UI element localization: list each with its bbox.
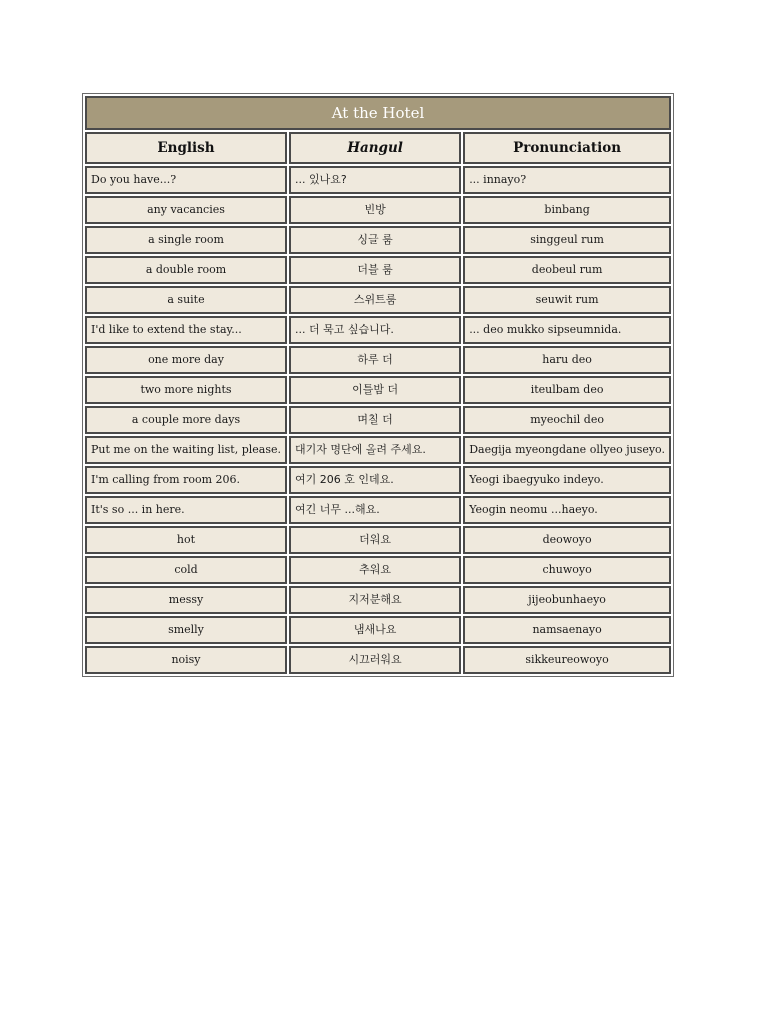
table-row <box>85 166 671 194</box>
table-row <box>85 406 671 434</box>
header-english: English <box>85 132 287 164</box>
hangul-cell: 며칠 더 <box>289 406 461 434</box>
pronunciation-cell: deowoyo <box>463 526 671 554</box>
english-cell: any vacancies <box>85 196 287 224</box>
hangul-cell: 추워요 <box>289 556 461 584</box>
table-row <box>85 436 671 464</box>
header-row <box>85 132 671 164</box>
pronunciation-cell: binbang <box>463 196 671 224</box>
english-cell: cold <box>85 556 287 584</box>
table-row <box>85 196 671 224</box>
hangul-cell: 싱글 룸 <box>289 226 461 254</box>
hangul-cell: ... 더 묵고 싶습니다. <box>289 316 461 344</box>
english-cell: a double room <box>85 256 287 284</box>
hangul-cell: 빈방 <box>289 196 461 224</box>
table-row <box>85 556 671 584</box>
pronunciation-cell: myeochil deo <box>463 406 671 434</box>
hangul-cell: 시끄러워요 <box>289 646 461 674</box>
hangul-cell: 스위트룸 <box>289 286 461 314</box>
pronunciation-cell: namsaenayo <box>463 616 671 644</box>
header-hangul: Hangul <box>289 132 461 164</box>
hangul-cell: 여긴 너무 ...해요. <box>289 496 461 524</box>
pronunciation-cell: Yeogin neomu ...haeyo. <box>463 496 671 524</box>
hotel-phrases-table <box>82 93 674 677</box>
english-cell: a couple more days <box>85 406 287 434</box>
table-row <box>85 496 671 524</box>
pronunciation-cell: ... deo mukko sipseumnida. <box>463 316 671 344</box>
table-row <box>85 346 671 374</box>
pronunciation-cell: iteulbam deo <box>463 376 671 404</box>
pronunciation-cell: singgeul rum <box>463 226 671 254</box>
pronunciation-cell: ... innayo? <box>463 166 671 194</box>
pronunciation-cell: chuwoyo <box>463 556 671 584</box>
english-cell: messy <box>85 586 287 614</box>
pronunciation-cell: seuwit rum <box>463 286 671 314</box>
title-row <box>85 96 671 130</box>
pronunciation-cell: haru deo <box>463 346 671 374</box>
english-cell: hot <box>85 526 287 554</box>
table-row <box>85 586 671 614</box>
pronunciation-cell: deobeul rum <box>463 256 671 284</box>
hangul-cell: 여기 206 호 인데요. <box>289 466 461 494</box>
english-cell: a suite <box>85 286 287 314</box>
hangul-cell: 대기자 명단에 올려 주세요. <box>289 436 461 464</box>
english-cell: Put me on the waiting list, please. <box>85 436 287 464</box>
table-row <box>85 466 671 494</box>
hangul-cell: 더워요 <box>289 526 461 554</box>
table-row <box>85 226 671 254</box>
english-cell: I'd like to extend the stay... <box>85 316 287 344</box>
table-row <box>85 526 671 554</box>
table-body <box>85 166 671 674</box>
header-pronunciation: Pronunciation <box>463 132 671 164</box>
table-row <box>85 286 671 314</box>
english-cell: I'm calling from room 206. <box>85 466 287 494</box>
english-cell: two more nights <box>85 376 287 404</box>
table-row <box>85 256 671 284</box>
hangul-cell: 지저분해요 <box>289 586 461 614</box>
english-cell: noisy <box>85 646 287 674</box>
pronunciation-cell: Yeogi ibaegyuko indeyo. <box>463 466 671 494</box>
table-row <box>85 316 671 344</box>
hangul-cell: 이틀밤 더 <box>289 376 461 404</box>
hangul-cell: ... 있나요? <box>289 166 461 194</box>
english-cell: a single room <box>85 226 287 254</box>
english-cell: It's so ... in here. <box>85 496 287 524</box>
table-title: At the Hotel <box>85 96 671 130</box>
english-cell: smelly <box>85 616 287 644</box>
english-cell: Do you have...? <box>85 166 287 194</box>
table-row <box>85 646 671 674</box>
hangul-cell: 하루 더 <box>289 346 461 374</box>
pronunciation-cell: jijeobunhaeyo <box>463 586 671 614</box>
hangul-cell: 더블 룸 <box>289 256 461 284</box>
hangul-cell: 냄새나요 <box>289 616 461 644</box>
pronunciation-cell: sikkeureowoyo <box>463 646 671 674</box>
table-row <box>85 616 671 644</box>
pronunciation-cell: Daegija myeongdane ollyeo juseyo. <box>463 436 671 464</box>
english-cell: one more day <box>85 346 287 374</box>
table-row <box>85 376 671 404</box>
